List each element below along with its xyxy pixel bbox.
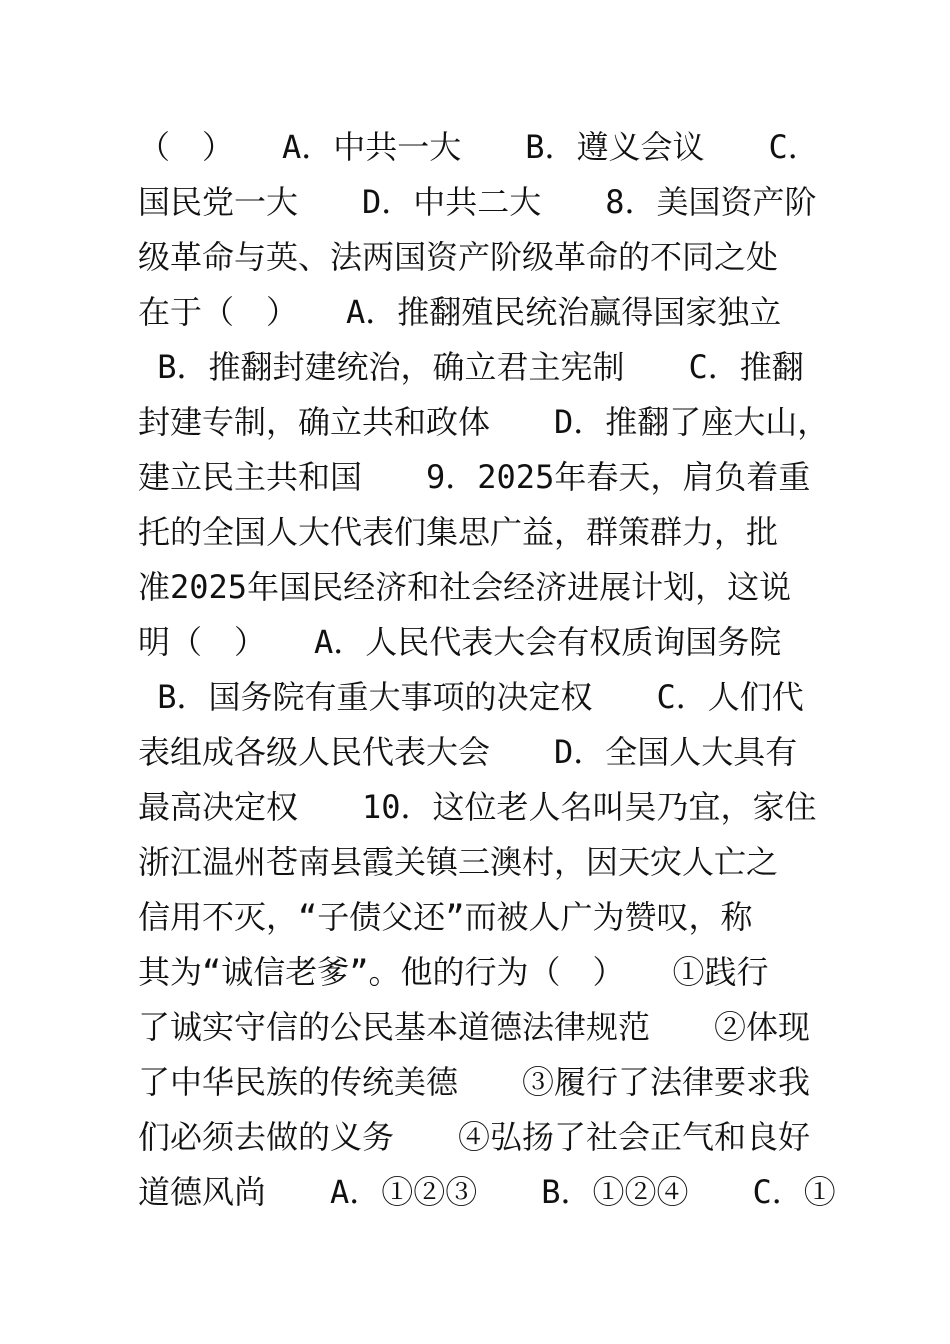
text-line: 浙江温州苍南县霞关镇三澳村，因天灾人亡之 — [138, 843, 779, 881]
text-line: 道德风尚 A．①②③ B．①②④ C．① — [138, 1173, 836, 1211]
text-line: 了诚实守信的公民基本道德法律规范 ②体现 — [138, 1008, 811, 1046]
question-text-block — [138, 120, 838, 1220]
text-line: 明（ ） A．人民代表大会有权质询国务院 — [138, 623, 782, 661]
text-line: 其为“诚信老爹”。他的行为（ ） ①践行 — [138, 953, 769, 991]
text-line: B．推翻封建统治，确立君主宪制 C．推翻 — [138, 348, 804, 386]
text-line: 了中华民族的传统美德 ③履行了法律要求我 — [138, 1063, 811, 1101]
text-line: 国民党一大 D．中共二大 8．美国资产阶 — [138, 183, 817, 221]
text-line: 建立民主共和国 9．2025年春天，肩负着重 — [138, 458, 811, 496]
text-line: B．国务院有重大事项的决定权 C．人们代 — [138, 678, 804, 716]
text-line: 最高决定权 10．这位老人名叫吴乃宜，家住 — [138, 788, 817, 826]
text-line: 信用不灭，“子债父还”而被人广为赞叹，称 — [138, 898, 753, 936]
text-line: 级革命与英、法两国资产阶级革命的不同之处 — [138, 238, 779, 276]
text-line: 们必须去做的义务 ④弘扬了社会正气和良好 — [138, 1118, 811, 1156]
text-line: 托的全国人大代表们集思广益，群策群力，批 — [138, 513, 779, 551]
text-line: （ ） A．中共一大 B．遵义会议 C． — [138, 128, 820, 166]
text-line: 封建专制，确立共和政体 D．推翻了座大山， — [138, 403, 830, 441]
text-line: 准2025年国民经济和社会经济进展计划，这说 — [138, 568, 792, 606]
text-line: 表组成各级人民代表大会 D．全国人大具有 — [138, 733, 798, 771]
text-line: 在于（ ） A．推翻殖民统治赢得国家独立 — [138, 293, 782, 331]
